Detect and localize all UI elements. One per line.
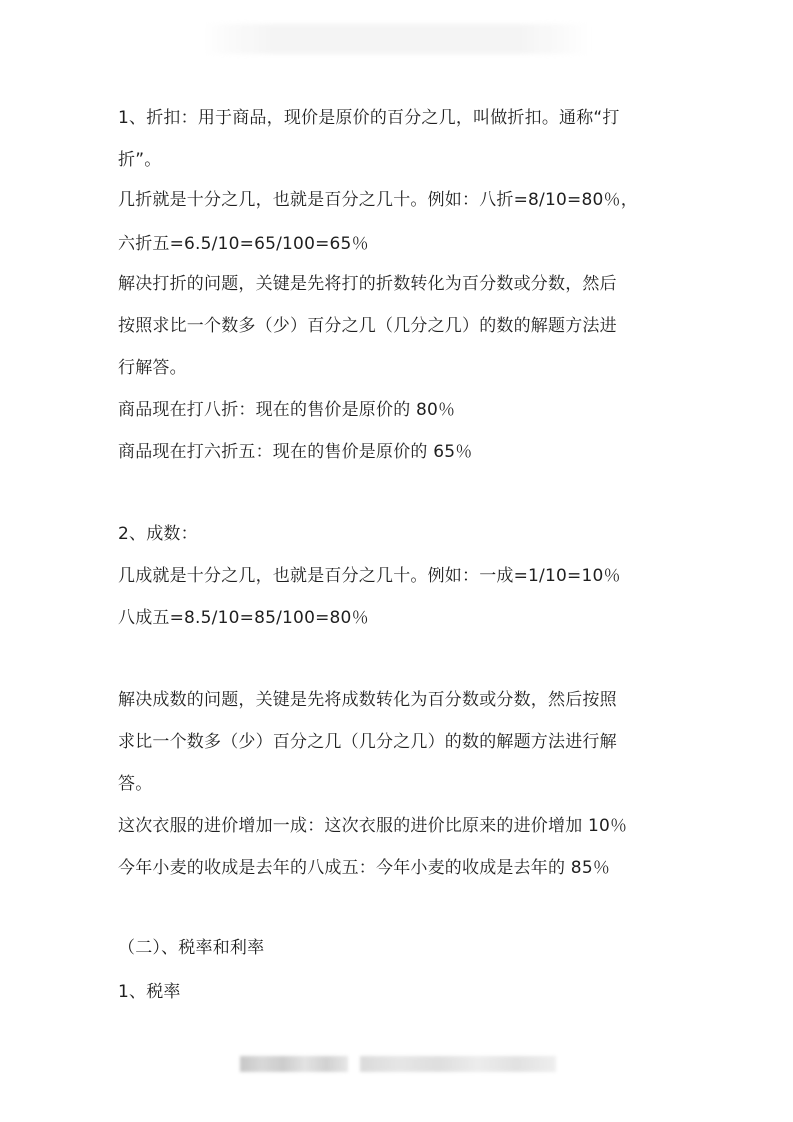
paragraph-line: 几成就是十分之几，也就是百分之几十。例如：一成=1/10=10％: [118, 566, 621, 586]
paragraph-line: 商品现在打六折五：现在的售价是原价的 65％: [118, 442, 473, 462]
paragraph-line: 几折就是十分之几，也就是百分之几十。例如：八折=8/10=80％，: [118, 190, 638, 210]
paragraph-line: 解决成数的问题，关键是先将成数转化为百分数或分数，然后按照: [118, 690, 617, 710]
header-watermark: [200, 24, 593, 54]
paragraph-line: 折”。: [118, 150, 162, 170]
paragraph-line: 求比一个数多（少）百分之几（几分之几）的数的解题方法进行解: [118, 732, 617, 752]
paragraph-line: 今年小麦的收成是去年的八成五：今年小麦的收成是去年的 85％: [118, 858, 611, 878]
paragraph-line: 按照求比一个数多（少）百分之几（几分之几）的数的解题方法进: [118, 316, 617, 336]
paragraph-line: 答。: [118, 774, 153, 794]
paragraph-line: 六折五=6.5/10=65/100=65％: [118, 234, 369, 254]
paragraph-line: 解决打折的问题，关键是先将打的折数转化为百分数或分数，然后: [118, 274, 617, 294]
paragraph-line: 1、折扣：用于商品，现价是原价的百分之几，叫做折扣。通称“打: [118, 108, 620, 128]
section-heading: （二）、税率和利率: [118, 938, 265, 958]
paragraph-line: 这次衣服的进价增加一成：这次衣服的进价比原来的进价增加 10％: [118, 816, 628, 836]
paragraph-line: 商品现在打八折：现在的售价是原价的 80％: [118, 400, 456, 420]
section-heading: 2、成数：: [118, 524, 198, 544]
paragraph-line: 行解答。: [118, 358, 187, 378]
footer-watermark: [240, 1056, 348, 1072]
paragraph-line: 八成五=8.5/10=85/100=80％: [118, 608, 369, 628]
footer-watermark: [360, 1056, 556, 1072]
section-heading: 1、税率: [118, 982, 181, 1002]
